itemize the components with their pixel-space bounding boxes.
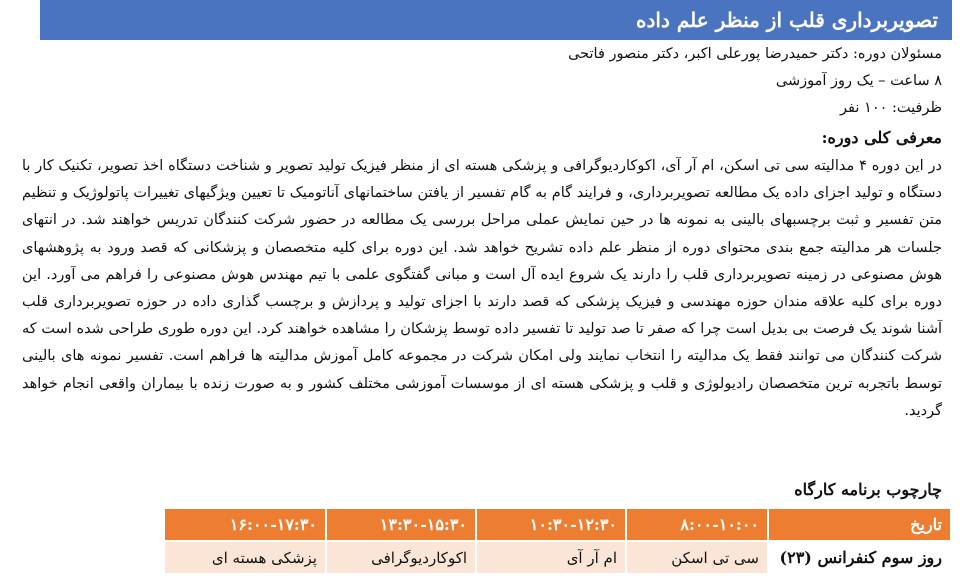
- lecturers-line: مسئولان دوره: دکتر حمیدرضا پورعلی اکبر، دکتر منصور فاتحی: [568, 46, 942, 62]
- session-cell-ct: سی تی اسکن: [626, 541, 768, 574]
- session-cell-echo: اکوکاردیوگرافی: [326, 541, 476, 574]
- schedule-table: [163, 507, 952, 575]
- duration-line: ۸ ساعت – یک روز آموزشی: [775, 73, 942, 89]
- capacity-line: ظرفیت: ۱۰۰ نفر: [840, 100, 942, 116]
- course-title-bar: [40, 0, 952, 40]
- header-cell-slot-3: ۱۳:۳۰-۱۵:۳۰: [326, 508, 476, 541]
- session-cell-nuclear: پزشکی هسته ای: [164, 541, 326, 574]
- course-title: تصویربرداری قلب از منظر علم داده: [636, 8, 938, 32]
- header-cell-slot-2: ۱۰:۳۰-۱۲:۳۰: [476, 508, 626, 541]
- intro-paragraph: در این دوره ۴ مدالیته سی تی اسکن، ام آر آی، اکوکاردیوگرافی و پزشکی هسته ای از منظر فیزیک تولید تصویر و شناخت دستگاه اخذ تصویر، تکنیک کار با دستگاه و تولید اجزای داده یک مطالعه تصویربرداری، و فرایند گام به گام تفسیر از یافتن ساختمانهای آناتومیک تا تعیین ویژگیهای تغییرات پاتولوژیک و تنظیم متن تفسیر و ثبت برچسبهای بالینی به نمونه ها در حین نمایش عملی مراحل بررسی یک مطالعه در حضور شرکت کنندگان تدریس خواهند شد. در انتهای جلسات هر مدالیته جمع بندی محتوای دوره از منظر علم داده تشریح خواهد شد. این دوره برای کلیه متخصصان و پزشکانی که قصد ورود به پژوهشهای هوش مصنوعی در زمینه تصویربرداری قلب را دارند یک شروع ایده آل است و مبانی گفتگوی علمی با تیم مهندس هوش مصنوعی را فراهم می آورد. این دوره برای کلیه علاقه مندان حوزه مهندسی و فیزیک پزشکی که قصد دارند با اجزای تولید و پردازش و برچسب گذاری داده در حوزه تصویربرداری قلب آشنا شوند یک فرصت بی بدیل است چرا که صفر تا صد تولید تا تفسیر داده توسط پزشکان را مشاهده خواهند کرد. این دوره طوری طراحی شده است که شرکت کنندگان می توانند فقط یک مدالیته را انتخاب نمایند ولی امکان شرکت در مجموعه کامل آموزش مدالیته ها فراهم است. تفسیر نمونه های بالینی توسط باتجربه ترین متخصصان رادیولوژی و قلب و پزشکی هسته ای از موسسات آموزشی مختلف کشور و به صورت زنده با بیماران واقعی انجام خواهد گردید.: [22, 158, 942, 419]
- header-cell-slot-4: ۱۶:۰۰-۱۷:۳۰: [164, 508, 326, 541]
- day-cell: روز سوم کنفرانس (۲۳): [768, 541, 951, 574]
- header-cell-date: تاریخ: [768, 508, 951, 541]
- intro-heading: معرفی کلی دوره:: [821, 128, 942, 147]
- schedule-day-row: [164, 541, 951, 574]
- schedule-header-row: [164, 508, 951, 541]
- schedule-heading: چارچوب برنامه کارگاه: [794, 480, 942, 499]
- session-cell-mri: ام آر آی: [476, 541, 626, 574]
- header-cell-slot-1: ۸:۰۰-۱۰:۰۰: [626, 508, 768, 541]
